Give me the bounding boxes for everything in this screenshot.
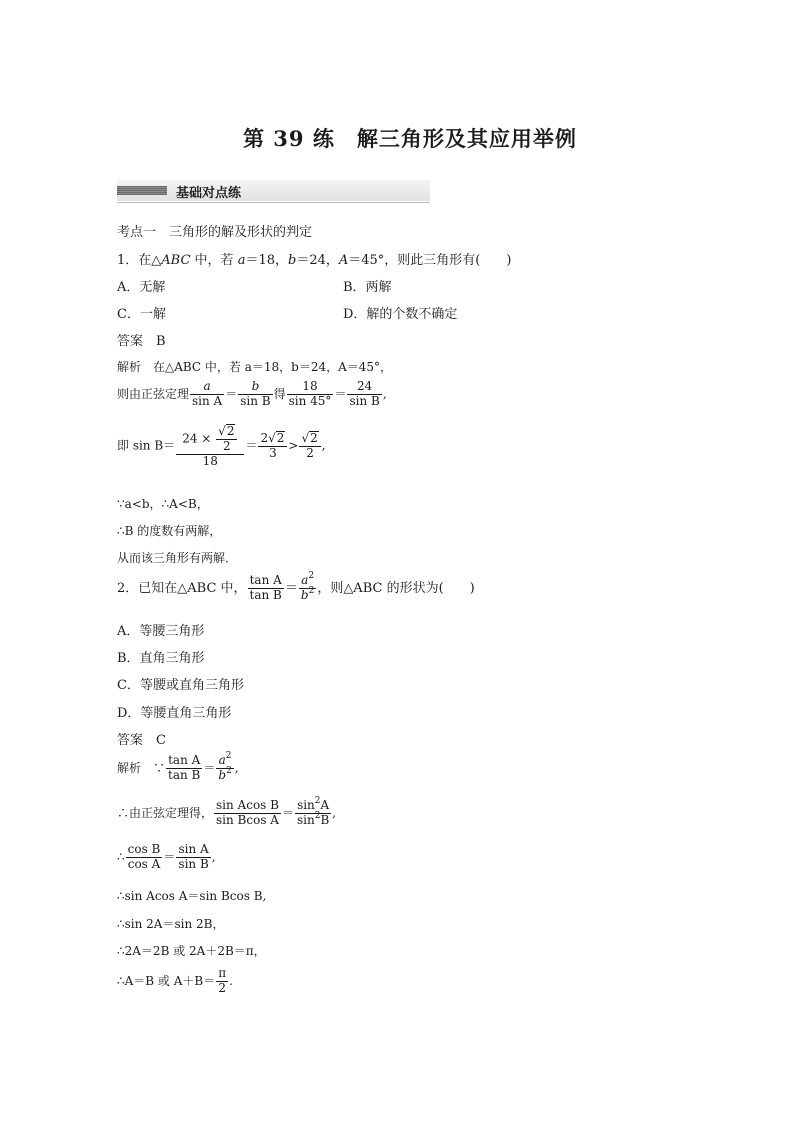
question-2-explanation-line-7: ∴A＝B 或 A＋B＝ $\frac{\pi}{2}$ .: [117, 966, 233, 995]
section-banner-label: 基础对点练: [176, 186, 242, 201]
question-1-option-c: C．一解: [117, 307, 166, 322]
question-2-explanation-line-1: 解析 ∵ $\frac{\text{tan A}}{\text{tan B}}$ ＝ $\frac{a^2}{b^2}$ ,: [117, 751, 239, 782]
question-1-option-b: B．两解: [343, 280, 392, 295]
question-1-option-a: A．无解: [117, 280, 166, 295]
topic-label: 考点一 三角形的解及形状的判定: [117, 225, 313, 240]
question-2-explanation-line-6: ∴2A＝2B 或 2A＋2B＝π，: [117, 944, 266, 958]
question-2-explanation-line-3: ∴ $\frac{\text{cos B}}{\text{cos A}}$ ＝ $\frac{\text{sin A}}{\text{sin B}}$ ,: [117, 842, 216, 871]
question-2-option-c: C．等腰或直角三角形: [117, 678, 244, 693]
banner-bar-decoration: [117, 186, 167, 195]
question-2-answer: 答案 C: [117, 733, 166, 748]
question-2-explanation-line-4: ∴sin Acos A＝sin Bcos B,: [117, 889, 267, 903]
question-2-stem: 2．已知在△ABC 中， $\frac{\text{tan A}}{\text{tan B}}$ ＝ $\frac{a^2}{b^2}$ ，则△ABC 的形状为( ): [117, 571, 475, 602]
question-1-explanation-line-1: 解析 在△ABC 中，若 a＝18，b＝24，A＝45°，: [117, 360, 393, 374]
page-title: 第 39 练 解三角形及其应用举例: [243, 126, 577, 151]
question-1-explanation-line-5: ∴B 的度数有两解，: [117, 524, 222, 538]
question-2-option-d: D．等腰直角三角形: [117, 706, 232, 721]
question-2-explanation-line-5: ∴sin 2A＝sin 2B，: [117, 917, 225, 931]
question-2-explanation-line-2: ∴由正弦定理得， $\frac{\text{sin Acos B}}{\text{sin Bcos A}}$ ＝ $\frac{\sin^2A}{\sin^2B}$ ,: [117, 796, 337, 827]
question-1-option-d: D．解的个数不确定: [343, 307, 458, 322]
question-1-stem: 1．在△ABC 中，若 a＝18，b＝24，A＝45°，则此三角形有( ): [117, 253, 512, 268]
banner-underline: [117, 202, 430, 203]
question-1-answer: 答案 B: [117, 334, 166, 349]
question-2-option-a: A．等腰三角形: [117, 624, 205, 639]
question-1-explanation-line-6: 从而该三角形有两解．: [117, 551, 238, 565]
question-1-explanation-line-3: 即 sin B＝ 24 × $\frac{√2}{2}$ 18 ＝ $\frac{2√2}{3}$ > $\frac{√2}{2}$ ,: [117, 424, 326, 468]
question-2-option-b: B．直角三角形: [117, 651, 205, 666]
question-1-explanation-line-4: ∵a<b，∴A<B，: [117, 497, 209, 511]
question-1-explanation-line-2: 则由正弦定理 $\frac{a}{\text{sin A}}$ ＝ $\frac{b}{\text{sin B}}$ 得 $\frac{18}{\sin 45^\circ}$ ＝ $\frac{24}{\text{sin B}}$ ,: [117, 379, 387, 408]
